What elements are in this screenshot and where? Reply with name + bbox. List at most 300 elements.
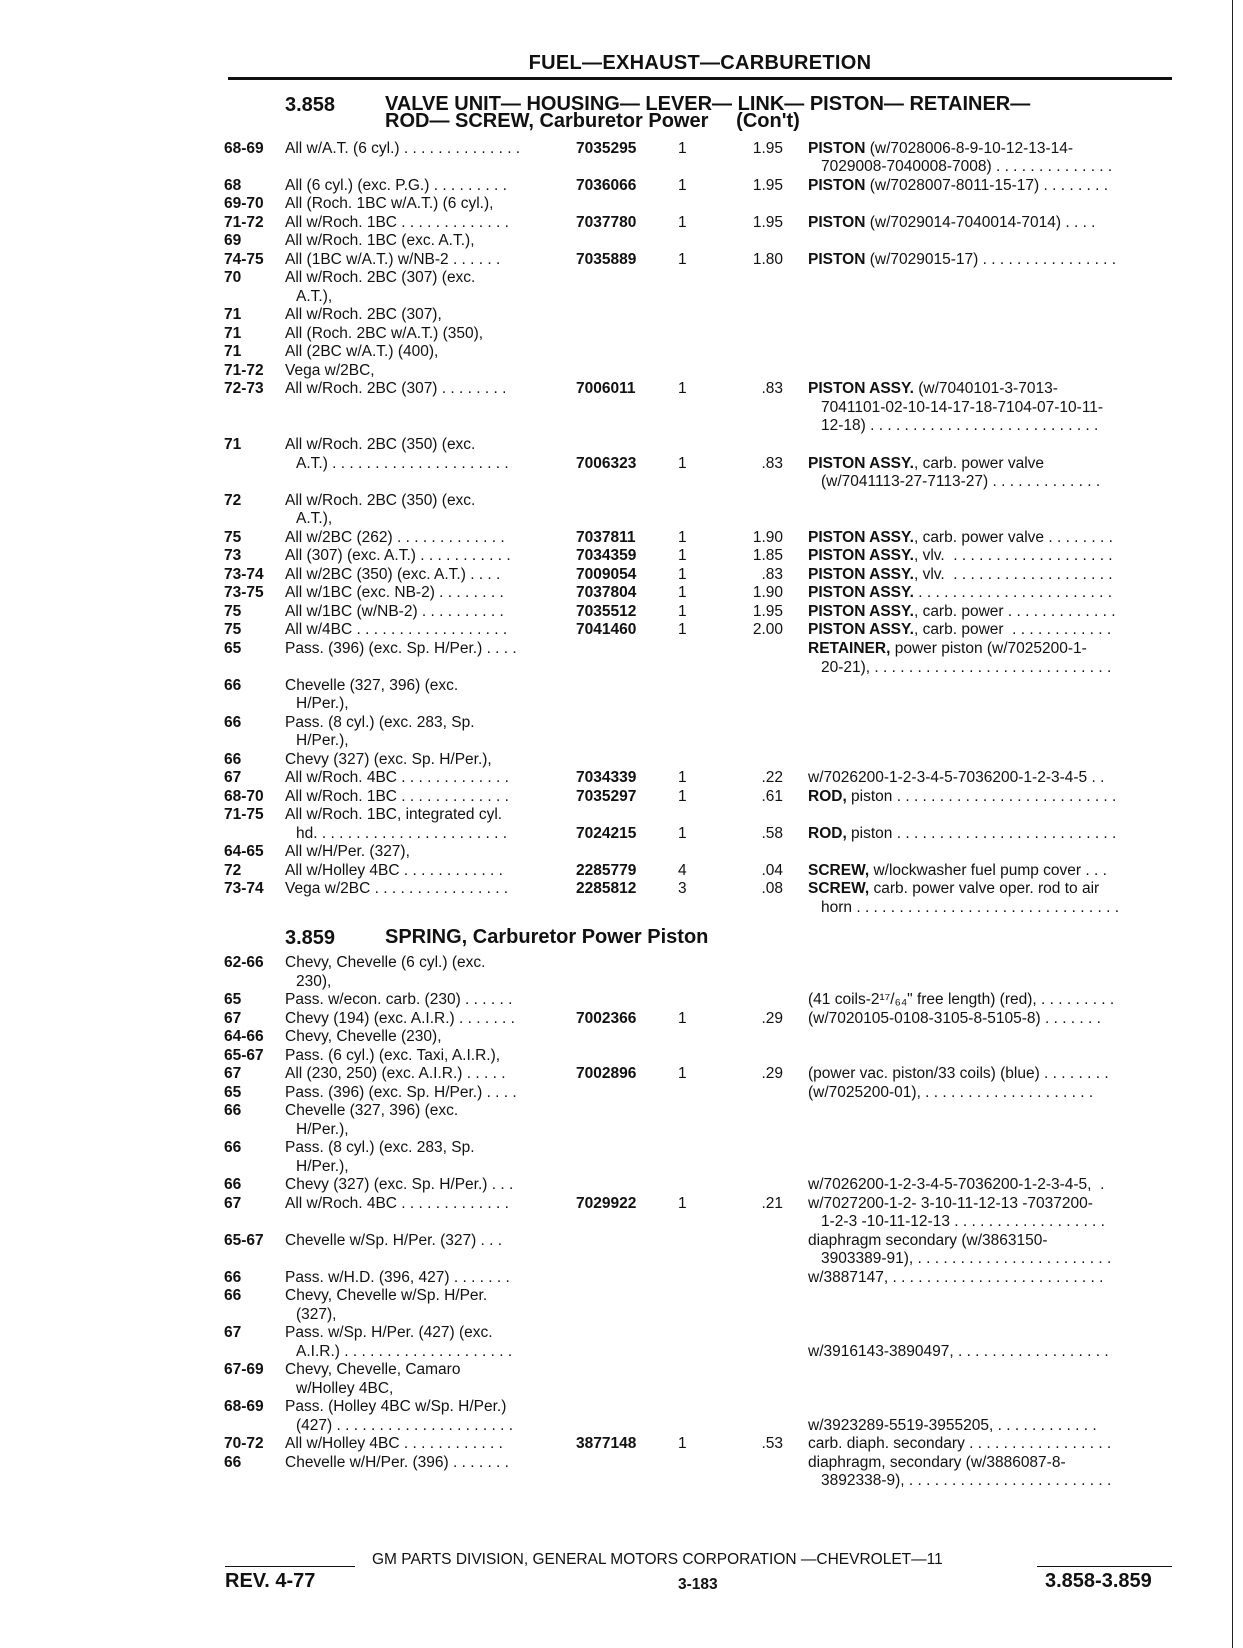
application-description: All w/1BC (exc. NB-2) . . . . . . . . [285,584,504,601]
table-row [0,1027,1243,1046]
usage-text: 7041101-02-10-14-17-18-7104-07-10-11- [821,399,1104,416]
page-header: FUEL—EXHAUST—CARBURETION [528,52,872,74]
price: 1.95 [752,603,783,620]
part-usage [808,1009,1101,1028]
part-number: 2285812 [576,880,637,897]
usage-text: 12-18) . . . . . . . . . . . . . . . . . . . . . . . . . . . [821,417,1099,434]
usage-text: (w/7041113-27-7113-27) . . . . . . . . . . . . . [821,473,1101,490]
model-year: 66 [224,1287,242,1304]
application-description: A.T.), [296,288,333,305]
usage-text: (power vac. piston/33 coils) (blue) . . . . . . . . [808,1065,1109,1082]
model-year: 69-70 [224,195,264,212]
model-year: 65 [224,640,242,657]
part-number: 7006011 [576,380,636,397]
usage-text: , vlv. . . . . . . . . . . . . . . . . . . . [913,547,1113,564]
quantity: 3 [678,880,687,897]
application-description: Pass. (8 cyl.) (exc. 283, Sp. [285,714,475,731]
table-row [0,824,1243,843]
application-description: All w/Roch. 2BC (307), [285,306,442,323]
usage-text: (w/7040101-3-7013- [913,380,1058,397]
table-row [0,416,1243,435]
quantity: 1 [678,566,687,583]
model-year: 71-72 [224,214,264,231]
model-year: 67 [224,1324,242,1341]
table-row [0,1046,1243,1065]
footer-revision: REV. 4-77 [225,1570,316,1592]
part-name: ROD, [808,788,847,805]
price: 1.90 [752,584,783,601]
part-number: 7002896 [576,1065,637,1082]
part-name: PISTON ASSY. [808,566,914,583]
part-usage [808,1342,1109,1361]
part-usage [808,602,1116,621]
part-usage [808,454,1044,473]
part-usage [808,861,1107,880]
application-description: All w/A.T. (6 cyl.) . . . . . . . . . . . . . . [285,140,521,157]
usage-text: (w/7029015-17) . . . . . . . . . . . . . . . . [865,251,1117,268]
application-description: Chevelle w/Sp. H/Per. (327) . . . [285,1232,503,1249]
table-row [0,435,1243,454]
table-row [0,305,1243,324]
model-year: 65-67 [224,1047,264,1064]
model-year: 66 [224,751,242,768]
model-year: 73-75 [224,584,264,601]
part-usage [808,990,1114,1009]
usage-text: (w/7028006-8-9-10-12-13-14- [865,140,1074,157]
part-number: 7035295 [576,140,637,157]
part-usage [808,1416,1097,1435]
table-row [0,1471,1243,1490]
part-number: 7037811 [576,529,636,546]
application-description: (327), [296,1306,337,1323]
part-usage [808,1064,1109,1083]
usage-text: , vlv. . . . . . . . . . . . . . . . . . . . [913,566,1113,583]
application-description: All (2BC w/A.T.) (400), [285,343,439,360]
application-description: All w/Roch. 1BC . . . . . . . . . . . . . [285,214,509,231]
part-number: 7009054 [576,566,637,583]
model-year: 65 [224,991,242,1008]
part-usage [821,472,1100,491]
section-title-line2: ROD— SCREW, Carburetor Power (Con't) [385,110,800,132]
quantity: 1 [678,788,687,805]
table-row [0,620,1243,639]
usage-text: (w/7020105-0108-3105-8-5105-8) . . . . . . . [808,1010,1101,1027]
usage-text: horn . . . . . . . . . . . . . . . . . . . . . . . . . . . . . . . [821,899,1120,916]
model-year: 67 [224,1010,242,1027]
table-row [0,324,1243,343]
part-number: 7035512 [576,603,637,620]
part-usage [808,1231,1048,1250]
quantity: 1 [678,769,687,786]
application-description: All w/Roch. 1BC, integrated cyl. [285,806,503,823]
application-description: Pass. (6 cyl.) (exc. Taxi, A.I.R.), [285,1047,501,1064]
usage-text: piston . . . . . . . . . . . . . . . . . . . . . . . . . . [846,825,1117,842]
table-row [0,1323,1243,1342]
application-description: Pass. (Holley 4BC w/Sp. H/Per.) [285,1398,507,1415]
table-row [0,139,1243,158]
usage-text: w/7027200-1-2- 3-10-11-12-13 -7037200- [808,1195,1093,1212]
part-number: 7024215 [576,825,637,842]
table-row [0,250,1243,269]
application-description: All w/Roch. 2BC (307) (exc. [285,269,476,286]
table-row [0,231,1243,250]
application-description: All w/Roch. 1BC . . . . . . . . . . . . . [285,788,509,805]
table-row [0,990,1243,1009]
footer-corp: GM PARTS DIVISION, GENERAL MOTORS CORPORATION —CHEVROLET—11 [372,1551,943,1568]
table-row [0,528,1243,547]
quantity: 1 [678,251,687,268]
usage-text: , carb. power . . . . . . . . . . . . [913,621,1112,638]
table-row [0,787,1243,806]
model-year: 66 [224,1269,242,1286]
quantity: 1 [678,380,687,397]
application-description: (427) . . . . . . . . . . . . . . . . . . . . . [296,1417,514,1434]
footer-page-number: 3-183 [678,1576,718,1593]
part-usage [808,176,1108,195]
quantity: 4 [678,862,687,879]
quantity: 1 [678,455,687,472]
model-year: 66 [224,1139,242,1156]
part-usage [808,1268,1103,1287]
part-name: PISTON ASSY. [808,621,914,638]
application-description: A.I.R.) . . . . . . . . . . . . . . . . . . . . [296,1343,513,1360]
application-description: Pass. (396) (exc. Sp. H/Per.) . . . . [285,640,517,657]
model-year: 66 [224,714,242,731]
section-number: 3.859 [285,927,336,949]
model-year: 66 [224,1176,242,1193]
quantity: 1 [678,584,687,601]
usage-text: , carb. power . . . . . . . . . . . . . [913,603,1116,620]
application-description: Pass. (8 cyl.) (exc. 283, Sp. [285,1139,475,1156]
application-description: Pass. w/H.D. (396, 427) . . . . . . . [285,1269,510,1286]
usage-text: 3903389-91), . . . . . . . . . . . . . . . . . . . . . . . [821,1250,1112,1267]
part-usage [808,639,1087,658]
usage-text: , carb. power valve . . . . . . . . [913,529,1113,546]
table-row [0,879,1243,898]
part-number: 7035889 [576,251,637,268]
application-description: Pass. w/Sp. H/Per. (427) (exc. [285,1324,493,1341]
application-description: Chevy (327) (exc. Sp. H/Per.), [285,751,492,768]
part-usage [808,1175,1104,1194]
model-year: 67 [224,1065,242,1082]
part-number: 3877148 [576,1435,637,1452]
part-usage [808,139,1073,158]
application-description: All w/Roch. 2BC (350) (exc. [285,436,476,453]
model-year: 73-74 [224,566,264,583]
part-name: PISTON ASSY. [808,584,914,601]
usage-text: carb. diaph. secondary . . . . . . . . . . . . . . . . . [808,1435,1112,1452]
application-description: Chevelle (327, 396) (exc. [285,677,459,694]
price: .04 [761,862,783,879]
part-number: 7037780 [576,214,637,231]
table-row [0,1138,1243,1157]
price: .29 [761,1065,783,1082]
table-row [0,194,1243,213]
usage-text: (w/7028007-8011-15-17) . . . . . . . . [865,177,1109,194]
table-row [0,750,1243,769]
part-number: 7037804 [576,584,637,601]
price: .08 [761,880,783,897]
part-number: 7041460 [576,621,637,638]
table-row [0,953,1243,972]
application-description: All w/Roch. 2BC (307) . . . . . . . . [285,380,507,397]
table-row [0,1064,1243,1083]
application-description: Pass. w/econ. carb. (230) . . . . . . [285,991,513,1008]
table-row [0,713,1243,732]
quantity: 1 [678,825,687,842]
model-year: 72-73 [224,380,264,397]
part-number: 7036066 [576,177,637,194]
price: .21 [761,1195,783,1212]
application-description: Chevy, Chevelle (6 cyl.) (exc. [285,954,486,971]
quantity: 1 [678,1010,687,1027]
usage-text: diaphragm, secondary (w/3886087-8- [808,1454,1066,1471]
application-description: All w/Holley 4BC . . . . . . . . . . . . [285,862,503,879]
table-row [0,1453,1243,1472]
usage-text: w/lockwasher fuel pump cover . . . [869,862,1107,879]
model-year: 68-70 [224,788,264,805]
application-description: All (307) (exc. A.T.) . . . . . . . . . . . [285,547,511,564]
part-usage [808,1453,1066,1472]
table-row [0,176,1243,195]
part-number: 7029922 [576,1195,637,1212]
quantity: 1 [678,547,687,564]
model-year: 66 [224,1454,242,1471]
table-row [0,1397,1243,1416]
application-description: A.T.) . . . . . . . . . . . . . . . . . . . . . [296,455,509,472]
part-usage [808,1434,1111,1453]
model-year: 75 [224,621,242,638]
part-usage [808,213,1096,232]
quantity: 1 [678,1065,687,1082]
price: 2.00 [752,621,783,638]
table-row [0,1416,1243,1435]
usage-text: power piston (w/7025200-1- [890,640,1087,657]
part-usage [808,1083,1093,1102]
model-year: 71-75 [224,806,264,823]
table-row [0,1083,1243,1102]
application-description: Vega w/2BC . . . . . . . . . . . . . . . . [285,880,509,897]
table-row [0,1342,1243,1361]
model-year: 62-66 [224,954,264,971]
usage-text: w/7026200-1-2-3-4-5-7036200-1-2-3-4-5, . [808,1176,1105,1193]
table-row [0,1175,1243,1194]
price: 1.95 [752,140,783,157]
model-year: 68-69 [224,140,264,157]
table-row [0,565,1243,584]
application-description: All w/2BC (350) (exc. A.T.) . . . . [285,566,501,583]
part-name: PISTON [808,251,866,268]
model-year: 70 [224,269,242,286]
table-row [0,694,1243,713]
table-row [0,731,1243,750]
model-year: 65 [224,1084,242,1101]
part-usage [808,583,1112,602]
table-row [0,972,1243,991]
model-year: 71 [224,325,242,342]
application-description: All (230, 250) (exc. A.I.R.) . . . . . [285,1065,506,1082]
footer-section-range: 3.858-3.859 [1045,1570,1152,1592]
application-description: Chevy (327) (exc. Sp. H/Per.) . . . [285,1176,514,1193]
model-year: 64-66 [224,1028,264,1045]
model-year: 68 [224,177,242,194]
usage-text: (41 coils-2¹⁷/₆₄" free length) (red), . . . . . . . . . [808,991,1115,1008]
footer-rule-left [225,1566,355,1567]
table-row [0,898,1243,917]
model-year: 71-72 [224,362,264,379]
section-number: 3.858 [285,94,336,116]
part-usage [808,528,1113,547]
application-description: Chevy, Chevelle (230), [285,1028,442,1045]
part-name: ROD, [808,825,847,842]
table-row [0,1194,1243,1213]
table-row [0,639,1243,658]
model-year: 71 [224,343,242,360]
usage-text: , carb. power valve [913,455,1045,472]
model-year: 66 [224,677,242,694]
part-name: RETAINER, [808,640,891,657]
price: .61 [761,788,783,805]
part-usage [821,398,1103,417]
part-usage [808,879,1099,898]
part-usage [808,250,1116,269]
part-usage [821,898,1119,917]
table-row [0,472,1243,491]
usage-text: diaphragm secondary (w/3863150- [808,1232,1048,1249]
usage-text: w/7026200-1-2-3-4-5-7036200-1-2-3-4-5 . . [808,769,1105,786]
table-row [0,454,1243,473]
model-year: 67 [224,769,242,786]
part-name: PISTON [808,214,866,231]
part-number: 7035297 [576,788,637,805]
application-description: Pass. (396) (exc. Sp. H/Per.) . . . . [285,1084,517,1101]
usage-text: piston . . . . . . . . . . . . . . . . . . . . . . . . . . [846,788,1117,805]
part-usage [808,620,1111,639]
price: 1.80 [752,251,783,268]
model-year: 65-67 [224,1232,264,1249]
part-name: PISTON ASSY. [808,529,914,546]
application-description: H/Per.), [296,1121,349,1138]
part-number: 7034359 [576,547,637,564]
model-year: 72 [224,492,242,509]
table-row [0,1268,1243,1287]
part-number: 7006323 [576,455,637,472]
table-row [0,1120,1243,1139]
model-year: 73 [224,547,242,564]
table-row [0,287,1243,306]
usage-text: w/3916143-3890497, . . . . . . . . . . . . . . . . . . [808,1343,1109,1360]
table-row [0,583,1243,602]
usage-text: carb. power valve oper. rod to air [869,880,1100,897]
application-description: 230), [296,973,332,990]
part-usage [808,379,1058,398]
application-description: All w/Roch. 2BC (350) (exc. [285,492,476,509]
application-description: Vega w/2BC, [285,362,375,379]
quantity: 1 [678,1435,687,1452]
table-row [0,379,1243,398]
quantity: 1 [678,1195,687,1212]
quantity: 1 [678,140,687,157]
part-name: PISTON [808,140,866,157]
application-description: H/Per.), [296,1158,349,1175]
part-usage [808,1194,1093,1213]
application-description: All (Roch. 1BC w/A.T.) (6 cyl.), [285,195,494,212]
model-year: 73-74 [224,880,264,897]
table-row [0,546,1243,565]
application-description: H/Per.), [296,732,349,749]
part-usage [808,768,1104,787]
price: 1.90 [752,529,783,546]
quantity: 1 [678,621,687,638]
usage-text: 20-21), . . . . . . . . . . . . . . . . . . . . . . . . . . . . [821,659,1112,676]
application-description: H/Per.), [296,695,349,712]
model-year: 64-65 [224,843,264,860]
quantity: 1 [678,603,687,620]
model-year: 67 [224,1195,242,1212]
table-row [0,1009,1243,1028]
table-row [0,658,1243,677]
table-row [0,1305,1243,1324]
part-name: PISTON [808,177,866,194]
price: 1.95 [752,177,783,194]
table-row [0,157,1243,176]
usage-text: 3892338-9), . . . . . . . . . . . . . . . . . . . . . . . . [821,1472,1112,1489]
part-usage [808,824,1116,843]
price: .83 [761,566,783,583]
application-description: All w/Holley 4BC . . . . . . . . . . . . [285,1435,503,1452]
table-row [0,1286,1243,1305]
model-year: 67-69 [224,1361,264,1378]
application-description: w/Holley 4BC, [296,1380,394,1397]
usage-text: . . . . . . . . . . . . . . . . . . . . . . . [913,584,1113,601]
part-usage [808,546,1113,565]
part-usage [821,1471,1111,1490]
price: .29 [761,1010,783,1027]
table-row [0,1434,1243,1453]
usage-text: (w/7025200-01), . . . . . . . . . . . . . . . . . . . . [808,1084,1094,1101]
table-row [0,213,1243,232]
table-row [0,361,1243,380]
application-description: All w/4BC . . . . . . . . . . . . . . . . . . [285,621,508,638]
application-description: Chevelle w/H/Per. (396) . . . . . . . [285,1454,509,1471]
price: .83 [761,455,783,472]
application-description: All (1BC w/A.T.) w/NB-2 . . . . . . [285,251,501,268]
model-year: 68-69 [224,1398,264,1415]
table-row [0,1360,1243,1379]
quantity: 1 [678,214,687,231]
application-description: Chevy, Chevelle w/Sp. H/Per. [285,1287,488,1304]
part-usage [808,565,1113,584]
part-usage [821,658,1111,677]
usage-text: (w/7029014-7040014-7014) . . . . [865,214,1096,231]
footer-rule-right [1037,1566,1172,1567]
model-year: 72 [224,862,242,879]
application-description: All w/2BC (262) . . . . . . . . . . . . . [285,529,505,546]
part-number: 7002366 [576,1010,637,1027]
table-row [0,1157,1243,1176]
part-usage [821,416,1098,435]
model-year: 70-72 [224,1435,264,1452]
usage-text: w/3887147, . . . . . . . . . . . . . . . . . . . . . . . . . [808,1269,1104,1286]
application-description: All w/Roch. 1BC (exc. A.T.), [285,232,475,249]
quantity: 1 [678,529,687,546]
model-year: 75 [224,529,242,546]
application-description: All (Roch. 2BC w/A.T.) (350), [285,325,484,342]
part-name: PISTON ASSY. [808,455,914,472]
application-description: hd. . . . . . . . . . . . . . . . . . . . . . . [296,825,508,842]
usage-text: 1-2-3 -10-11-12-13 . . . . . . . . . . . . . . . . . . [821,1213,1105,1230]
table-row [0,805,1243,824]
